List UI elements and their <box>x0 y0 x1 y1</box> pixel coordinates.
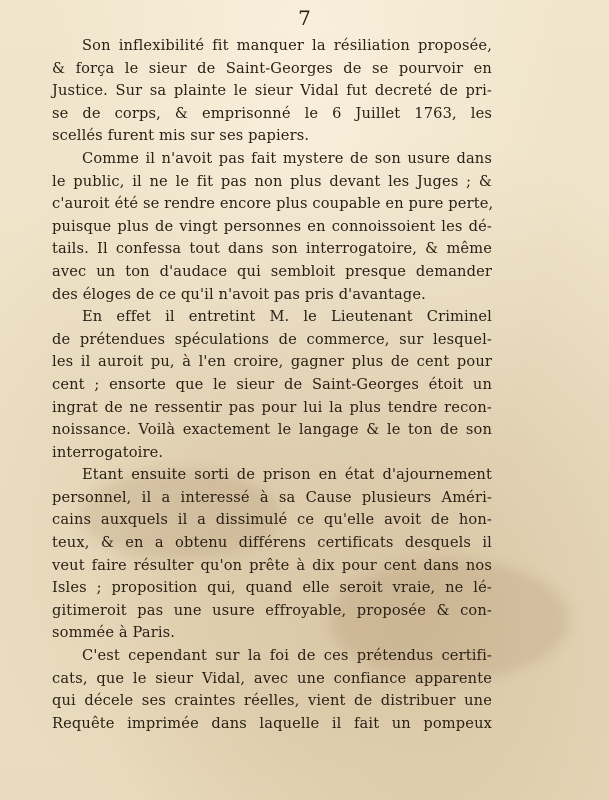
text-line: interrogatoire. <box>52 443 164 461</box>
text-line: Son inflexibilité fit manquer la résiliation proposée, <box>82 37 492 54</box>
text-line: avec un ton d'audace qui sembloit presque demander <box>52 262 492 280</box>
text-line: c'auroit été se rendre encore plus coupable en pure perte, <box>52 195 494 213</box>
text-line: Etant ensuite sorti de prison en état d'ajournement <box>82 466 492 484</box>
paragraph <box>52 645 492 735</box>
text-line: cats, que le sieur Vidal, avec une confiance apparente <box>52 669 492 687</box>
text-line: ingrat de ne ressentir pas pour lui la plus tendre recon- <box>52 398 492 416</box>
paragraph <box>52 464 492 645</box>
paragraph <box>52 148 492 306</box>
text-line: cent ; ensorte que le sieur de Saint-Georges étoit un <box>52 375 492 393</box>
text-line: des éloges de ce qu'il n'avoit pas pris d'avantage. <box>52 285 426 303</box>
text-line: gitimeroit pas une usure effroyable, proposée & con- <box>52 601 492 619</box>
text-line: cains auxquels il a dissimulé ce qu'elle avoit de hon- <box>52 511 492 529</box>
text-line: C'est cependant sur la foi de ces prétendus certifi- <box>82 647 492 665</box>
text-line: se de corps, & emprisonné le 6 Juillet 1763, les <box>52 104 492 122</box>
text-line: qui décele ses craintes réelles, vient de distribuer une <box>52 692 492 710</box>
body-text <box>52 35 492 735</box>
text-line: puisque plus de vingt personnes en connoissoient les dé- <box>52 217 492 235</box>
text-line: Justice. Sur sa plainte le sieur Vidal fut decreté de pri- <box>52 82 492 100</box>
text-line: teux, & en a obtenu différens certificats desquels il <box>52 534 492 552</box>
paragraph <box>52 35 492 148</box>
text-line: sommée à Paris. <box>52 624 176 642</box>
text-line: & força le sieur de Saint-Georges de se pourvoir en <box>52 59 492 77</box>
text-line: Comme il n'avoit pas fait mystere de son usure dans <box>82 149 492 167</box>
paragraph <box>52 306 492 464</box>
text-line: Isles ; proposition qui, quand elle seroit vraie, ne lé- <box>52 579 492 597</box>
text-line: scellés furent mis sur ses papiers. <box>52 127 310 145</box>
text-line: tails. Il confessa tout dans son interrogatoire, & même <box>52 240 492 258</box>
text-line: veut faire résulter qu'on prête à dix pour cent dans nos <box>52 556 492 574</box>
text-line: En effet il entretint M. le Lieutenant Criminel <box>82 308 492 326</box>
text-line: noissance. Voilà exactement le langage & le ton de son <box>52 421 492 439</box>
text-line: le public, il ne le fit pas non plus devant les Juges ; & <box>52 172 492 190</box>
text-line: personnel, il a interessé à sa Cause plusieurs Améri- <box>52 488 492 506</box>
text-line: de prétendues spéculations de commerce, sur lesquel- <box>52 330 492 348</box>
page-number: 7 <box>298 6 311 30</box>
text-line: les il auroit pu, à l'en croire, gagner plus de cent pour <box>52 353 492 371</box>
text-line: Requête imprimée dans laquelle il fait un pompeux <box>52 714 492 732</box>
